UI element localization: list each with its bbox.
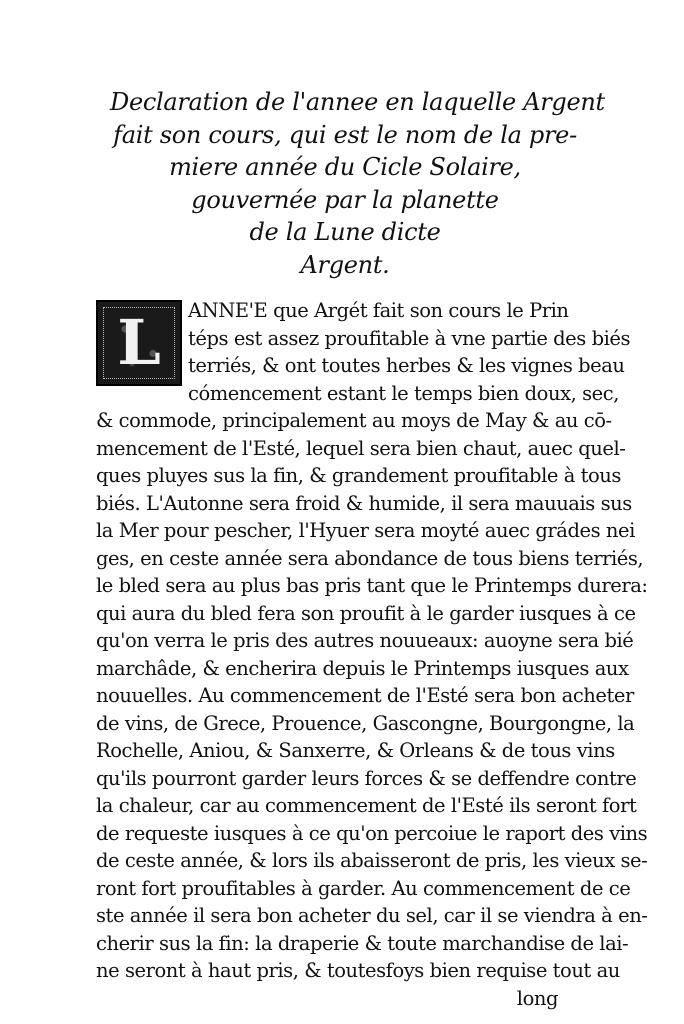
text-line: mencement de l'Esté, lequel sera bien chaut, auec quel- (96, 436, 626, 460)
text-line: & commode, principalement au moys de May & au cō- (96, 409, 612, 432)
text-line: cómencement estant le temps bien doux, sec, (188, 381, 619, 405)
text-line: téps est assez proufitable à vne partie des biés (188, 326, 631, 350)
text-line: la Mer pour pescher, l'Hyuer sera moyté auec grádes nei (96, 519, 635, 542)
chapter-heading (110, 86, 605, 281)
text-line: le bled sera au plus bas pris tant que le Printemps durera: (96, 574, 648, 597)
text-line: marchâde, & encherira depuis le Printemps iusques aux (96, 656, 629, 680)
catchword: long (516, 986, 558, 1010)
heading-line: miere année du Cicle Solaire, (169, 153, 521, 181)
body-paragraph (96, 297, 648, 1012)
heading-line: gouvernée par la planette (191, 185, 499, 214)
initial-letter: L (117, 306, 161, 379)
text-line: terriés, & ont toutes herbes & les vignes beau (188, 354, 625, 377)
text-line: de requeste iusques à ce qu'on percoiue le raport des vins (96, 821, 648, 845)
heading-line: fait son cours, qui est le nom de la pre- (113, 120, 577, 149)
text-line: qui aura du bled fera son proufit à le garder iusques à ce (96, 601, 636, 625)
text-line: biés. L'Autonne sera froid & humide, il sera mauuais sus (96, 491, 632, 515)
text-line: la chaleur, car au commencement de l'Esté ils seront fort (96, 794, 637, 817)
heading-line: Declaration de l'annee en laquelle Argent (110, 88, 605, 116)
text-line: qu'on verra le pris des autres nouueaux: auoyne sera bié (96, 629, 634, 652)
text-line: ges, en ceste année sera abondance de tous biens terriés, (96, 546, 644, 570)
text-line: nouuelles. Au commencement de l'Esté sera bon acheter (96, 684, 634, 707)
heading-line: de la Lune dicte (249, 218, 441, 246)
text-line: ront fort proufitables à garder. Au commencement de ce (96, 876, 631, 900)
text-line: ste année il sera bon acheter du sel, car il se viendra à en- (96, 904, 648, 927)
text-line: Rochelle, Aniou, & Sanxerre, & Orleans & de tous vins (96, 739, 615, 762)
text-line: cherir sus la fin: la draperie & toute marchandise de lai- (96, 931, 629, 955)
heading-line: Argent. (300, 250, 390, 279)
text-line: ques pluyes sus la fin, & grandement proufitable à tous (96, 464, 621, 487)
text-line: ne seront à haut pris, & toutesfoys bien requise tout au (96, 959, 620, 982)
text-line: de ceste année, & lors ils abaisseront de pris, les vieux se- (96, 849, 648, 872)
text-line: ANNE'E que Argét fait son cours le Prin (188, 299, 569, 322)
text-line: qu'ils pourront garder leurs forces & se deffendre contre (96, 766, 637, 790)
text-line: de vins, de Grece, Prouence, Gascongne, Bourgongne, la (96, 711, 635, 735)
